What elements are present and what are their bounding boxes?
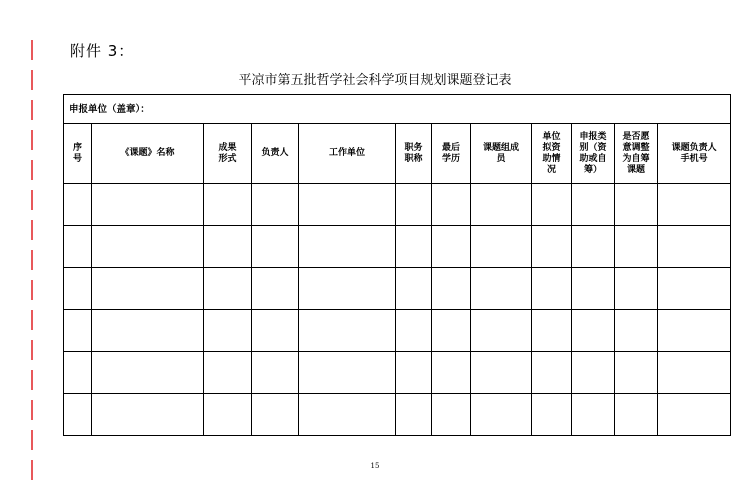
table-cell[interactable] xyxy=(572,268,615,310)
table-cell[interactable] xyxy=(92,184,204,226)
table-cell[interactable] xyxy=(64,226,92,268)
table-cell[interactable] xyxy=(532,226,572,268)
table-cell[interactable] xyxy=(658,268,731,310)
table-cell[interactable] xyxy=(204,184,252,226)
table-cell[interactable] xyxy=(432,310,471,352)
col-header-unit-funding: 单位 拟资 助情 况 xyxy=(532,124,572,184)
table-cell[interactable] xyxy=(299,226,396,268)
table-cell[interactable] xyxy=(615,268,658,310)
table-cell[interactable] xyxy=(64,184,92,226)
table-cell[interactable] xyxy=(615,226,658,268)
table-cell[interactable] xyxy=(432,184,471,226)
table-cell[interactable] xyxy=(92,352,204,394)
table-body xyxy=(64,184,731,436)
table-cell[interactable] xyxy=(64,310,92,352)
table-cell[interactable] xyxy=(471,226,532,268)
table-cell[interactable] xyxy=(299,184,396,226)
table-cell[interactable] xyxy=(396,226,432,268)
table-row xyxy=(64,226,731,268)
table-cell[interactable] xyxy=(204,226,252,268)
table-cell[interactable] xyxy=(92,226,204,268)
table-cell[interactable] xyxy=(658,184,731,226)
table-cell[interactable] xyxy=(204,268,252,310)
table-cell[interactable] xyxy=(204,310,252,352)
col-header-position-title: 职务 职称 xyxy=(396,124,432,184)
table-cell[interactable] xyxy=(432,226,471,268)
table-cell[interactable] xyxy=(572,352,615,394)
table-cell[interactable] xyxy=(572,226,615,268)
applicant-unit-label: 申报单位（盖章）： xyxy=(64,95,731,124)
table-cell[interactable] xyxy=(572,184,615,226)
registration-table xyxy=(63,94,731,436)
table-cell[interactable] xyxy=(471,394,532,436)
applicant-unit-row xyxy=(64,95,731,124)
table-cell[interactable] xyxy=(396,352,432,394)
col-header-output-form: 成果 形式 xyxy=(204,124,252,184)
table-cell[interactable] xyxy=(204,352,252,394)
table-cell[interactable] xyxy=(299,394,396,436)
table-row xyxy=(64,310,731,352)
table-header-row xyxy=(64,124,731,184)
table-cell[interactable] xyxy=(615,184,658,226)
binding-margin-line xyxy=(31,40,33,485)
table-row xyxy=(64,394,731,436)
table-cell[interactable] xyxy=(615,352,658,394)
col-header-leader-phone: 课题负责人 手机号 xyxy=(658,124,731,184)
table-cell[interactable] xyxy=(572,394,615,436)
table-cell[interactable] xyxy=(532,268,572,310)
table-cell[interactable] xyxy=(92,394,204,436)
table-cell[interactable] xyxy=(532,394,572,436)
table-cell[interactable] xyxy=(396,310,432,352)
table-cell[interactable] xyxy=(64,352,92,394)
table-cell[interactable] xyxy=(532,352,572,394)
col-header-work-unit: 工作单位 xyxy=(299,124,396,184)
col-header-self-funded-willing: 是否愿 意调整 为自筹 课题 xyxy=(615,124,658,184)
col-header-team-members: 课题组成 员 xyxy=(471,124,532,184)
page-number: 15 xyxy=(370,462,380,470)
table-cell[interactable] xyxy=(252,184,299,226)
table-cell[interactable] xyxy=(396,394,432,436)
table-row xyxy=(64,184,731,226)
table-cell[interactable] xyxy=(532,310,572,352)
col-header-leader: 负责人 xyxy=(252,124,299,184)
table-row xyxy=(64,268,731,310)
table-cell[interactable] xyxy=(471,268,532,310)
form-title: 平凉市第五批哲学社会科学项目规划课题登记表 xyxy=(238,73,512,88)
table-cell[interactable] xyxy=(572,310,615,352)
table-cell[interactable] xyxy=(252,310,299,352)
table-cell[interactable] xyxy=(299,310,396,352)
col-header-project-name: 《课题》名称 xyxy=(92,124,204,184)
table-cell[interactable] xyxy=(299,352,396,394)
attachment-label: 附件 3： xyxy=(70,42,135,60)
table-cell[interactable] xyxy=(252,268,299,310)
table-cell[interactable] xyxy=(471,310,532,352)
table-cell[interactable] xyxy=(432,394,471,436)
table-cell[interactable] xyxy=(396,184,432,226)
table-cell[interactable] xyxy=(615,310,658,352)
col-header-education: 最后 学历 xyxy=(432,124,471,184)
table-cell[interactable] xyxy=(396,268,432,310)
table-cell[interactable] xyxy=(92,310,204,352)
table-cell[interactable] xyxy=(252,226,299,268)
table-cell[interactable] xyxy=(432,268,471,310)
table-cell[interactable] xyxy=(658,352,731,394)
table-cell[interactable] xyxy=(658,226,731,268)
col-header-index: 序 号 xyxy=(64,124,92,184)
table-cell[interactable] xyxy=(252,394,299,436)
table-cell[interactable] xyxy=(252,352,299,394)
table-cell[interactable] xyxy=(658,310,731,352)
table-cell[interactable] xyxy=(204,394,252,436)
table-cell[interactable] xyxy=(64,394,92,436)
table-cell[interactable] xyxy=(532,184,572,226)
table-cell[interactable] xyxy=(471,184,532,226)
table-cell[interactable] xyxy=(299,268,396,310)
table-cell[interactable] xyxy=(658,394,731,436)
table-cell[interactable] xyxy=(471,352,532,394)
table-cell[interactable] xyxy=(92,268,204,310)
table-cell[interactable] xyxy=(64,268,92,310)
col-header-application-type: 申报类 别（资 助或自 筹） xyxy=(572,124,615,184)
table-cell[interactable] xyxy=(432,352,471,394)
table-cell[interactable] xyxy=(615,394,658,436)
table-row xyxy=(64,352,731,394)
